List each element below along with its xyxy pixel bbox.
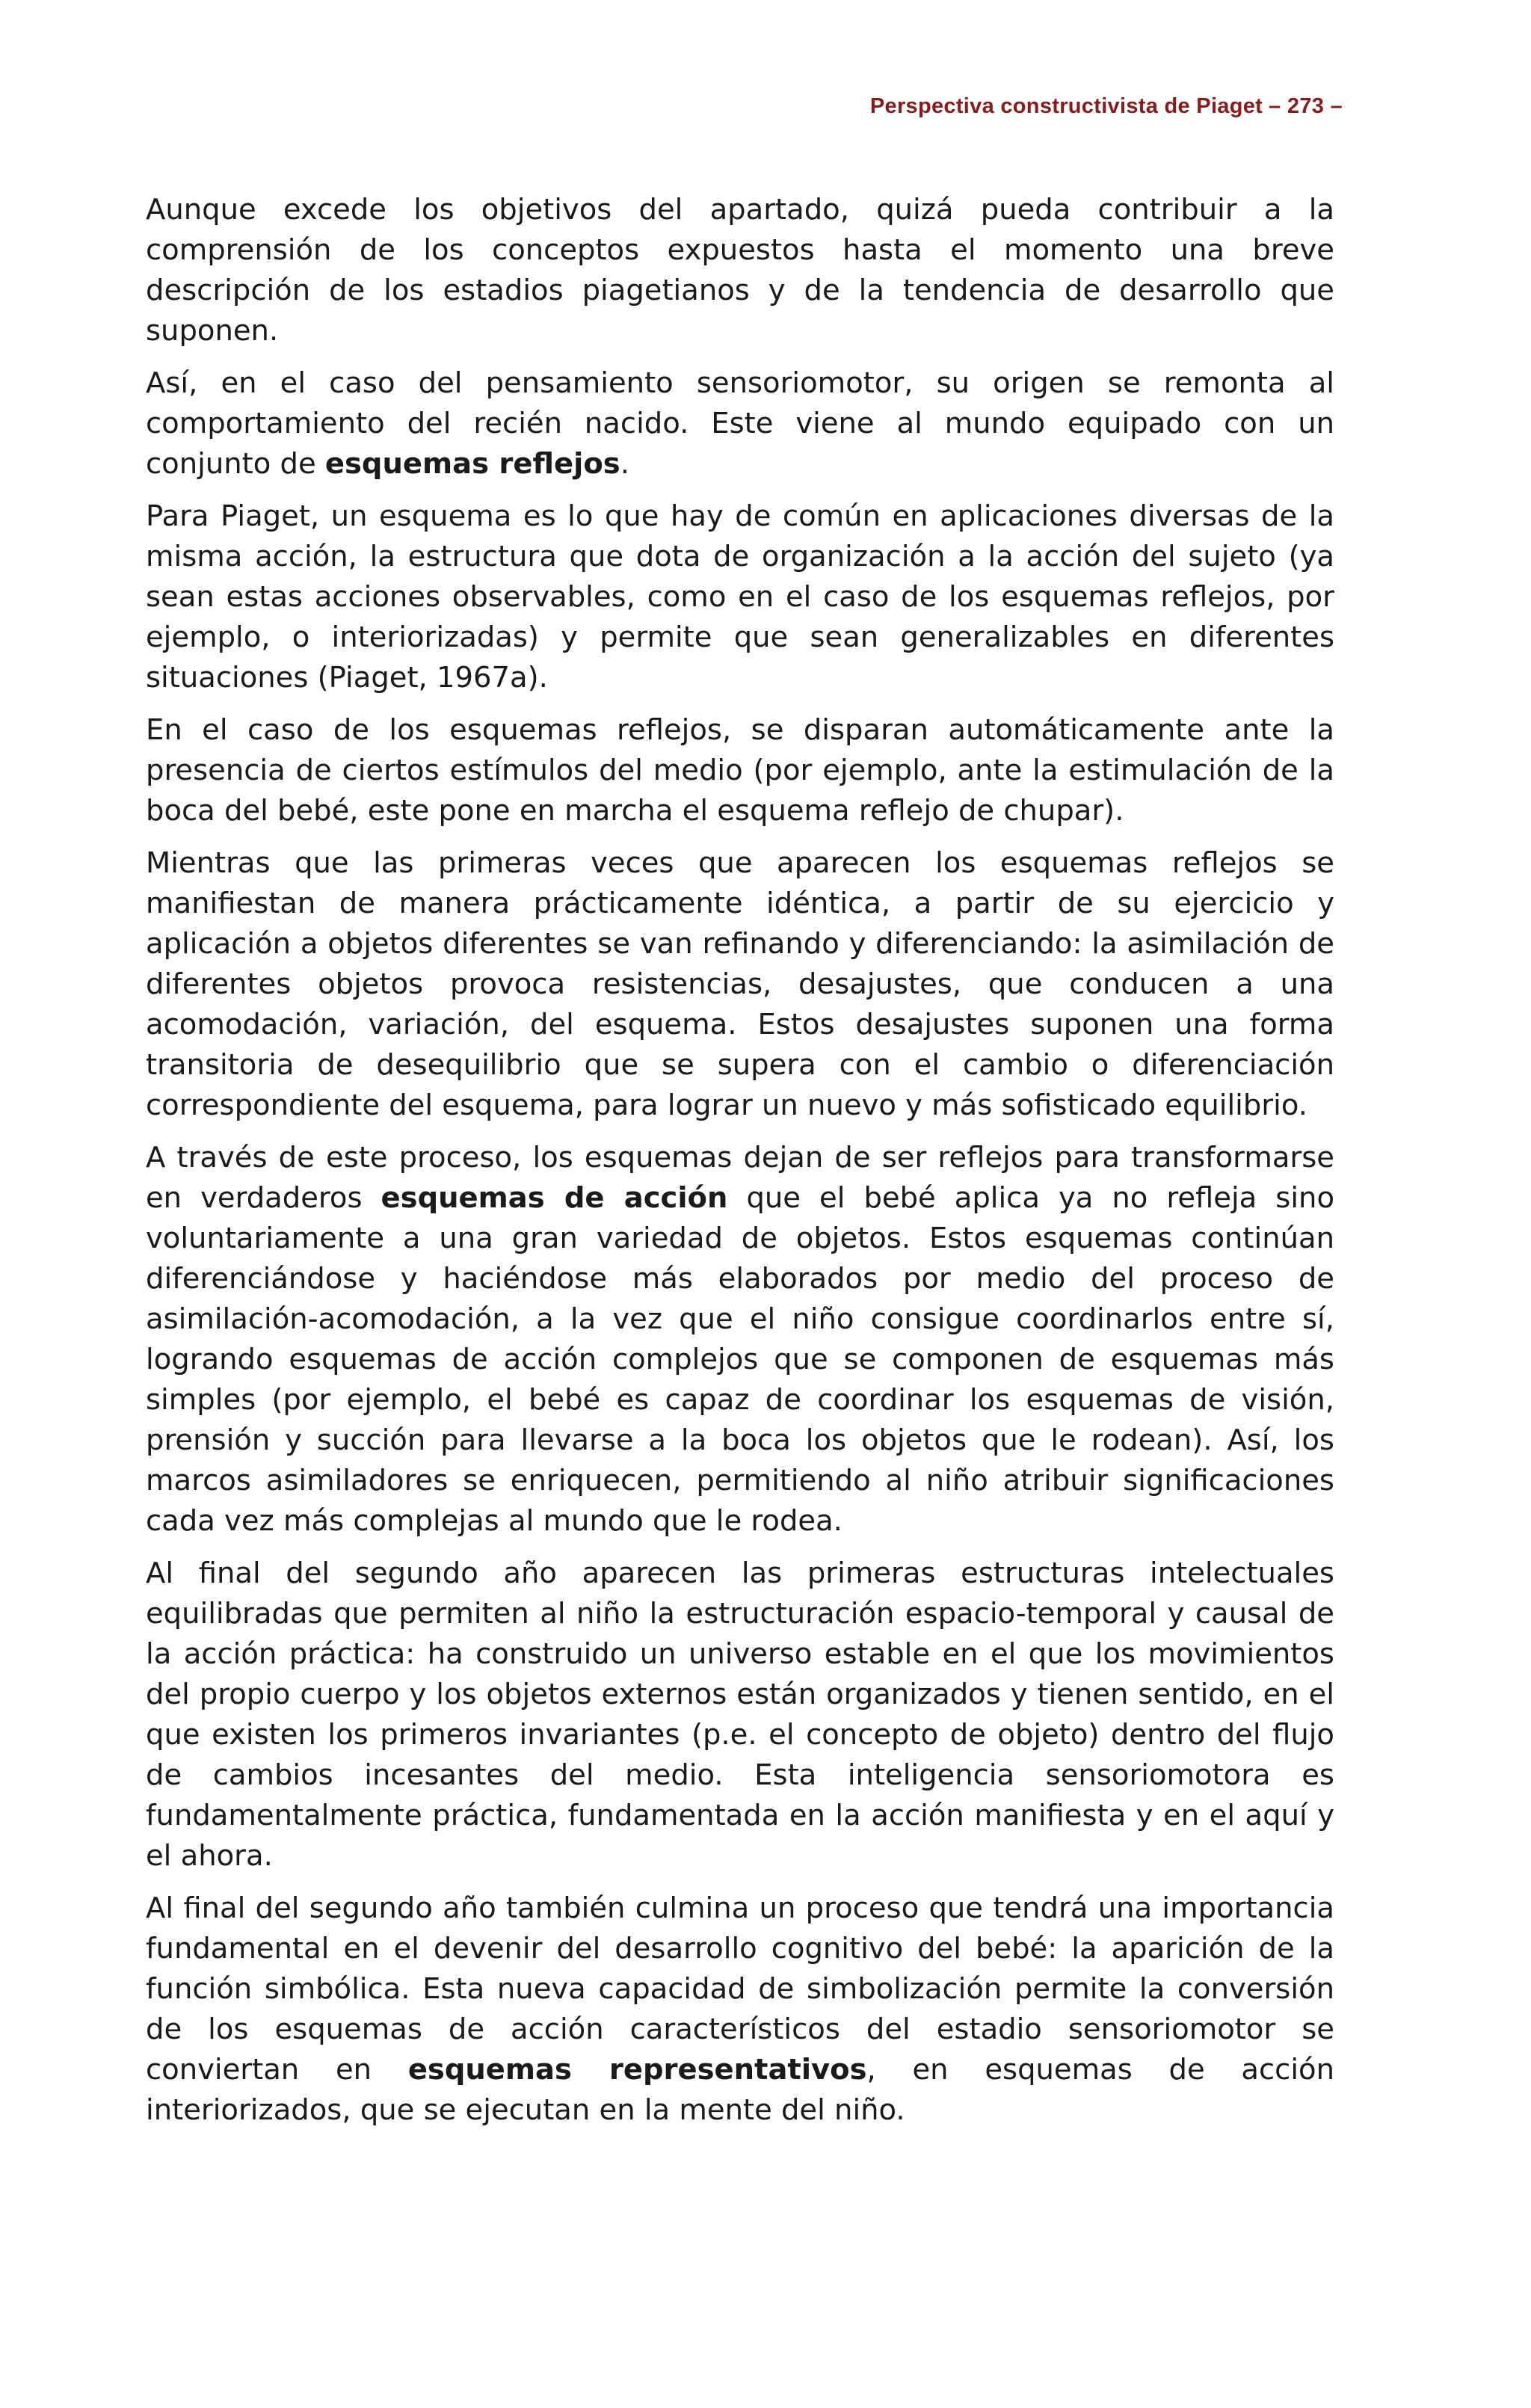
- bold-term: esquemas representativos: [407, 2053, 867, 2087]
- paragraph: [146, 190, 1334, 351]
- paragraph: [146, 843, 1334, 1126]
- running-title: Perspectiva constructivista de Piaget: [869, 94, 1263, 118]
- bold-term: esquemas reflejos: [324, 447, 620, 481]
- paragraph-text: que el bebé aplica ya no refleja sino voluntariamente a una gran variedad de objetos. Estos esquemas continúan diferenciándose y haciéndose más elaborados por medio del proceso de asimilación-acomodación, a la vez que el niño consigue coordinarlos entre sí, logrando esquemas de acción complejos que se componen de esquemas más simples (por ejemplo, el bebé es capaz de coordinar los esquemas de visión, prensión y succión para llevarse a la boca los objetos que le rodean). Así, los marcos asimiladores se enriquecen, permitiendo al niño atribuir significaciones cada vez más complejas al mundo que le rodea.: [146, 1181, 1334, 1538]
- paragraph: [146, 710, 1334, 831]
- paragraph: [146, 496, 1334, 698]
- running-header: [870, 94, 1343, 119]
- paragraph: [146, 1554, 1334, 1876]
- paragraph-text: Así, en el caso del pensamiento sensoriomotor, su origen se remonta al comportamiento del recién nacido. Este viene al mundo equipado con un conjunto de: [146, 366, 1334, 481]
- paragraph-text: Aunque excede los objetivos del apartado, quizá pueda contribuir a la comprensión de los conceptos expuestos hasta el momento una breve descripción de los estadios piagetianos y de la tendencia de desarrollo que suponen.: [146, 193, 1334, 348]
- paragraph-text: Al final del segundo año aparecen las primeras estructuras intelectuales equilibradas que permiten al niño la estructuración espacio-temporal y causal de la acción práctica: ha construido un universo estable en el que los movimientos del propio cuerpo y los objetos externos están organizados y tienen sentido, en el que existen los primeros invariantes (p.e. el concepto de objeto) dentro del flujo de cambios incesantes del medio. Esta inteligencia sensoriomotora es fundamentalmente práctica, fundamentada en la acción manifiesta y en el aquí y el ahora.: [146, 1556, 1334, 1873]
- paragraph-text: Al final del segundo año también culmina un proceso que tendrá una importancia fundamental en el devenir del desarrollo cognitivo del bebé: la aparición de la función simbólica. Esta nueva capacidad de simbolización permite la conversión de los esquemas de acción característicos del estadio sensoriomotor se conviertan en: [146, 1891, 1334, 2087]
- bold-term: esquemas de acción: [381, 1181, 728, 1215]
- paragraph: [146, 1138, 1334, 1542]
- paragraph-text: Para Piaget, un esquema es lo que hay de común en aplicaciones diversas de la misma acción, la estructura que dota de organización a la acción del sujeto (ya sean estas acciones observables, como en el caso de los esquemas reflejos, por ejemplo, o interiorizadas) y permite que sean generalizables en diferentes situaciones (Piaget, 1967a).: [146, 499, 1334, 695]
- page-number: – 273 –: [1269, 94, 1343, 118]
- paragraph-text: Mientras que las primeras veces que aparecen los esquemas reflejos se manifiestan de manera prácticamente idéntica, a partir de su ejercicio y aplicación a objetos diferentes se van refinando y diferenciando: la asimilación de diferentes objetos provoca resistencias, desajustes, que conducen a una acomodación, variación, del esquema. Estos desajustes suponen una forma transitoria de desequilibrio que se supera con el cambio o diferenciación correspondiente del esquema, para lograr un nuevo y más sofisticado equilibrio.: [146, 846, 1334, 1122]
- paragraph-text: , en esquemas de acción interiorizados, que se ejecutan en la mente del niño.: [146, 2053, 1334, 2127]
- paragraph-text: A través de este proceso, los esquemas dejan de ser reflejos para transformarse en verdaderos: [146, 1141, 1334, 1215]
- body-text: [146, 190, 1334, 2143]
- paragraph: [146, 1888, 1334, 2131]
- paragraph: [146, 363, 1334, 484]
- paragraph-text: En el caso de los esquemas reflejos, se disparan automáticamente ante la presencia de ciertos estímulos del medio (por ejemplo, ante la estimulación de la boca del bebé, este pone en marcha el esquema reflejo de chupar).: [146, 713, 1334, 828]
- paragraph-text: .: [620, 447, 629, 481]
